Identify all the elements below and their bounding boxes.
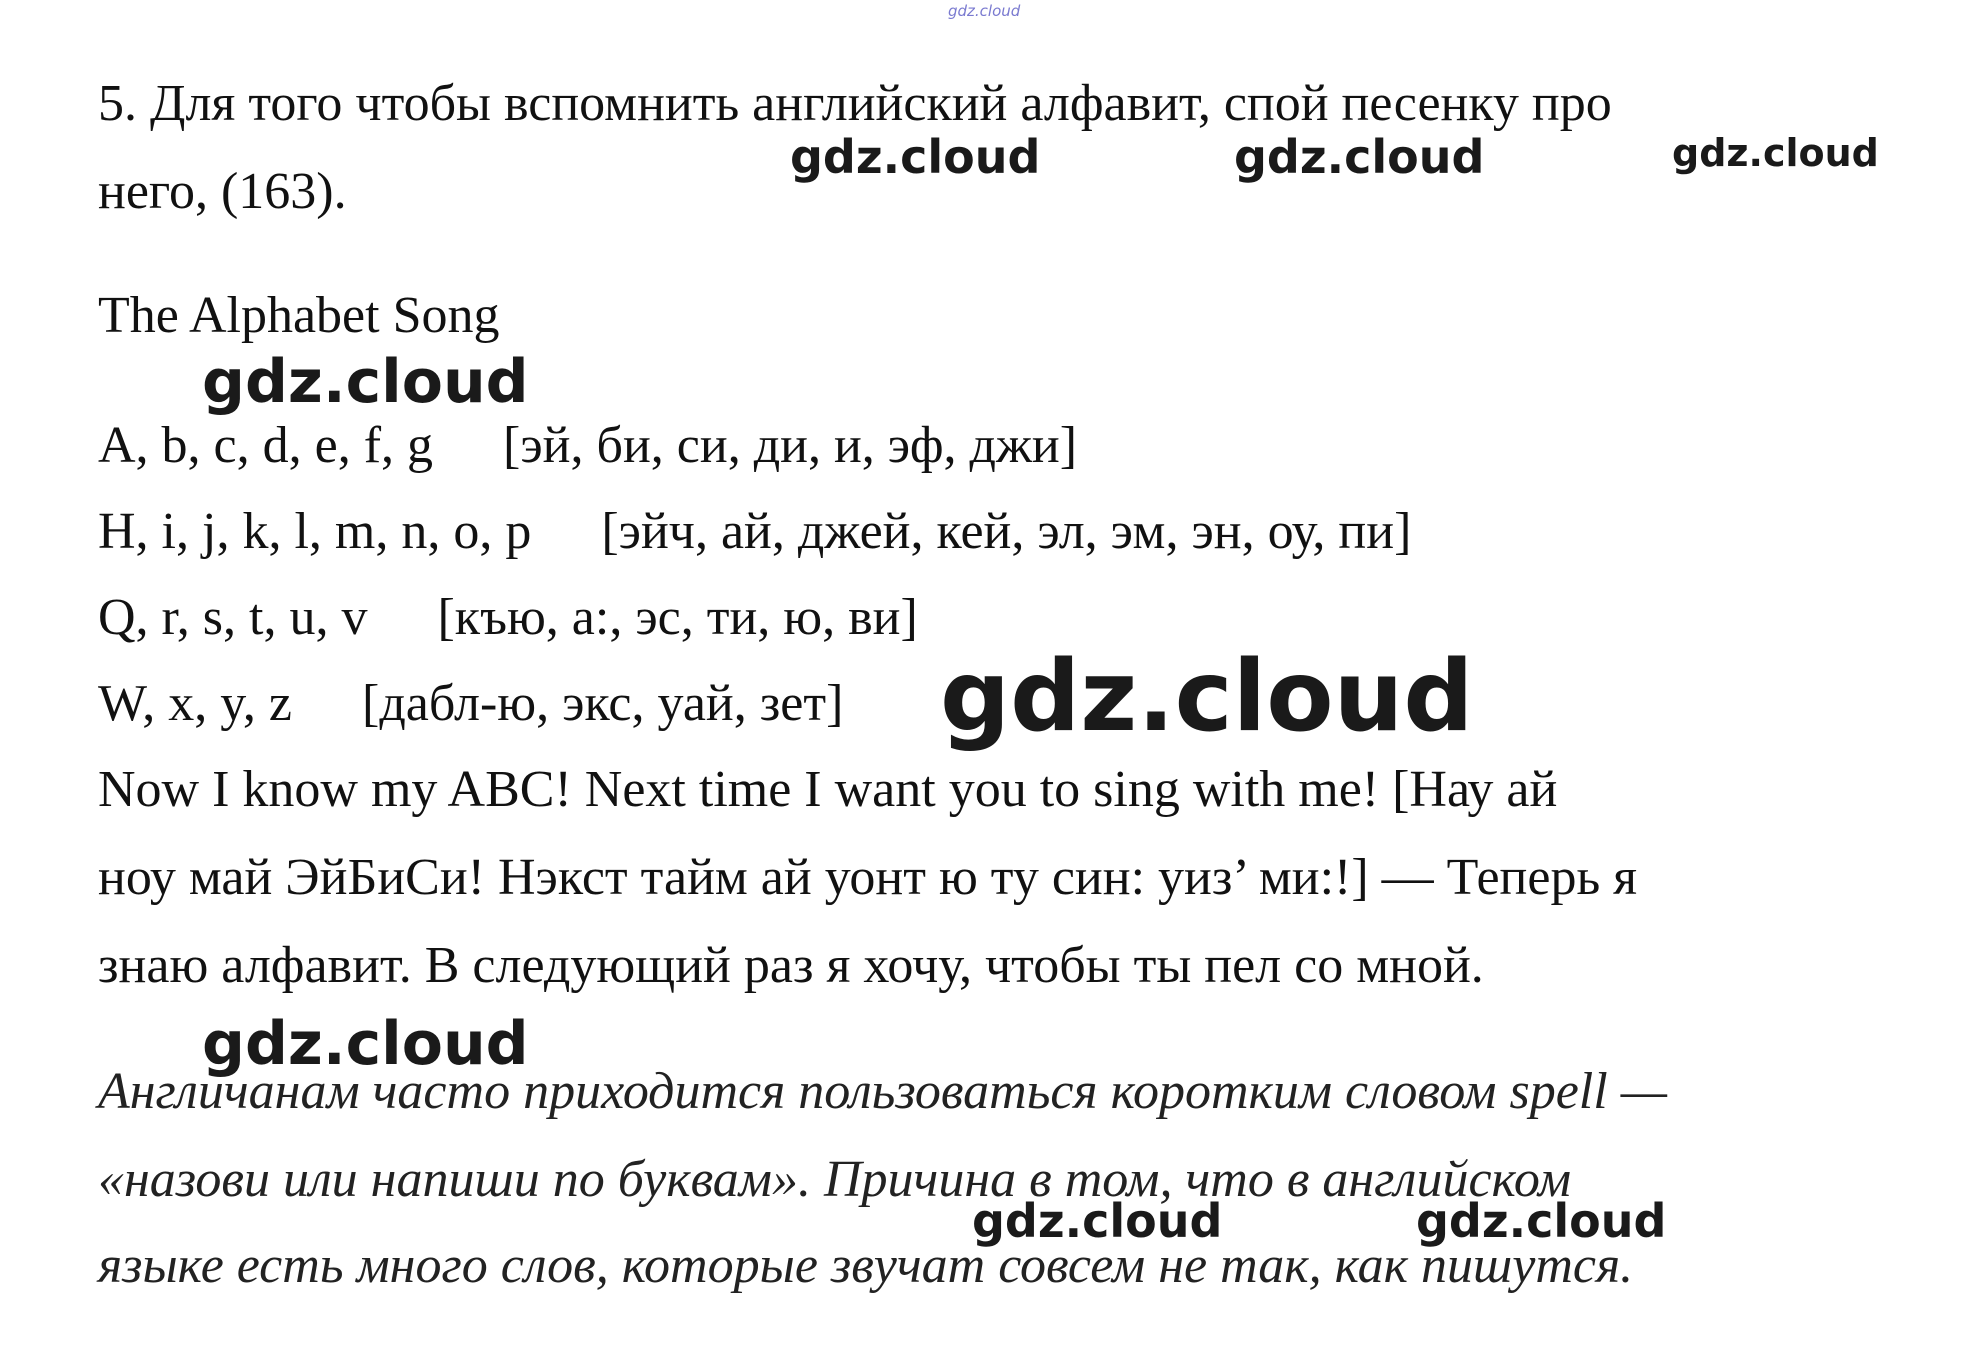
watermark: gdz.cloud [790, 130, 1041, 184]
note-line-1: Англичанам часто приходится пользоваться коротким словом spell — [98, 1063, 1667, 1120]
alphabet-row-4 [98, 675, 844, 732]
task-line-2: него, (163). [98, 163, 347, 220]
watermark: gdz.cloud [972, 1194, 1223, 1248]
alphabet-reading: [дабл-ю, экс, уай, зет] [362, 675, 844, 732]
alphabet-letters: H, i, j, k, l, m, n, o, p [98, 503, 532, 560]
song-closing-line-3: знаю алфавит. В следующий раз я хочу, чтобы ты пел со мной. [98, 937, 1484, 994]
alphabet-row-3 [98, 589, 918, 646]
alphabet-reading: [къю, а:, эс, ти, ю, ви] [437, 589, 918, 646]
alphabet-row-2 [98, 503, 1412, 560]
task-line-1: 5. Для того чтобы вспомнить английский алфавит, спой песенку про [98, 75, 1612, 132]
watermark: gdz.cloud [202, 347, 529, 417]
note-line-3: языке есть много слов, которые звучат совсем не так, как пишутся. [98, 1237, 1634, 1294]
alphabet-letters: Q, r, s, t, u, v [98, 589, 368, 646]
alphabet-letters: A, b, c, d, e, f, g [98, 417, 434, 474]
watermark: gdz.cloud [1416, 1194, 1667, 1248]
alphabet-reading: [эйч, ай, джей, кей, эл, эм, эн, оу, пи] [601, 503, 1412, 560]
song-closing-line-2: ноу май ЭйБиСи! Нэкст тайм ай уонт ю ту син: уиз’ ми:!] — Теперь я [98, 849, 1638, 906]
watermark: gdz.cloud [940, 640, 1474, 754]
song-title: The Alphabet Song [98, 287, 500, 344]
watermark-top-small: gdz.cloud [948, 2, 1021, 20]
song-closing-line-1: Now I know my ABC! Next time I want you to sing with me! [Нау ай [98, 761, 1558, 818]
watermark: gdz.cloud [1672, 131, 1879, 175]
note-line-2: «назови или напиши по буквам». Причина в том, что в английском [98, 1151, 1572, 1208]
alphabet-reading: [эй, би, си, ди, и, эф, джи] [503, 417, 1078, 474]
watermark: gdz.cloud [202, 1009, 529, 1079]
watermark: gdz.cloud [1234, 130, 1485, 184]
alphabet-row-1 [98, 417, 1078, 474]
alphabet-letters: W, x, y, z [98, 675, 293, 732]
